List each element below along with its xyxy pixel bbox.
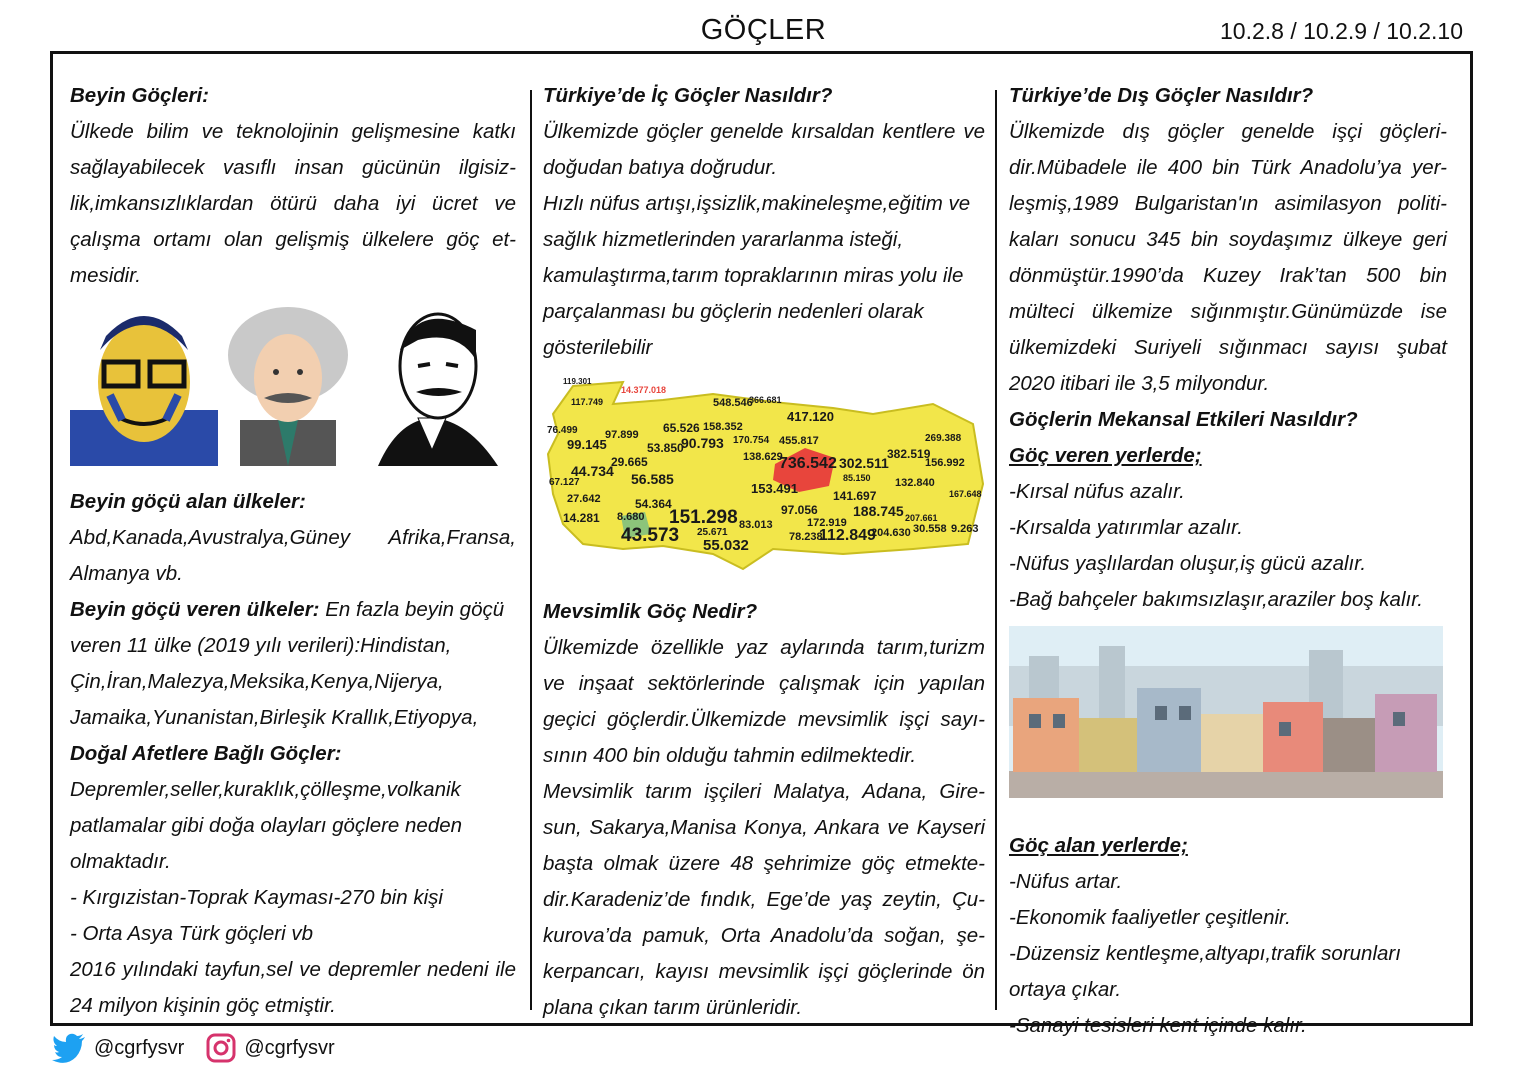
map-province-value: 138.629 [743,451,783,463]
scientist-portrait-2 [226,300,350,466]
map-province-value: 188.745 [853,503,904,519]
map-province-value: 78.238 [789,531,823,543]
map-province-value: 85.150 [843,473,871,483]
map-province-value: 29.665 [611,455,648,469]
scientist-portrait-1 [70,300,218,466]
external-heading: Türkiye’de Dış Göçler Nasıldır? [1009,84,1314,107]
instagram-handle[interactable]: @cgrfysvr [244,1036,335,1059]
map-province-value: 54.364 [635,497,672,511]
map-province-value: 14.281 [563,511,600,525]
map-province-value: 207.661 [905,513,938,523]
town-illustration [1009,626,1447,810]
column-divider [530,90,532,1010]
sending-effect-item: -Bağ bahçeler bakımsızlaşır,araziler boş kalır. [1009,588,1423,611]
turkey-migration-map [543,374,988,584]
map-province-value: 14.377.018 [621,385,667,395]
senders-heading: Beyin göçü veren ülkeler: [70,598,320,621]
seasonal-text-2: Mevsimlik tarım işçileri Malatya, Adana, Gire-sun, Sakarya,Manisa Konya, Ankara ve Kayseri başta olmak üzere 48 şehrimize göç etmekte-dir.Karadeniz’de fındık, Ege’de yaş zeytin, Çu-kurova’da pamuk, Orta Anadolu’da soğan, şe-kerpancarı, kayısı mevsimlik işçi göçlerinde ön plana çıkan tarım ürünleridir. [543,780,985,1019]
map-province-value: 55.032 [703,537,749,554]
social-footer [52,1033,335,1063]
map-province-value: 156.992 [925,457,965,469]
disaster-example-1: - Kırgızistan-Toprak Kayması-270 bin kişi [70,886,443,909]
map-province-value: 153.491 [751,481,798,496]
map-province-value: 172.919 [807,517,847,529]
external-text: Ülkemizde dış göçler genelde işçi göçleri-dir.Mübadele ile 400 bin Türk Anadolu’ya yer-leşmiş,1989 Bulgaristan'ın asimilasyon politi-kaları sonucu 345 bin soydaşımız ülkeye geri dönmüştür.1990’da Kuzey Irak’tan 500 bin mülteci ülkemize sığınmıştır.Günümüzde ise ülkemizdeki Suriyeli sığınmacı sayısı şubat 2020 itibari ile 3,5 milyondur. [1009,120,1447,395]
seasonal-heading: Mevsimlik Göç Nedir? [543,600,758,623]
map-province-value: 30.558 [913,523,947,535]
scientist-portrait-3 [358,300,506,466]
map-province-value: 151.298 [669,507,738,528]
map-province-value: 132.840 [895,477,935,489]
sending-effects-list [1009,474,1447,618]
map-province-value: 43.573 [621,525,680,546]
map-province-value: 167.648 [949,489,982,499]
receiving-effect-item: -Nüfus artar. [1009,870,1123,893]
curriculum-codes: 10.2.8 / 10.2.9 / 10.2.10 [1220,18,1463,44]
map-province-value: 27.642 [567,493,601,505]
map-province-value: 112.849 [819,527,876,544]
map-province-value: 99.145 [567,437,607,452]
spatial-heading: Göçlerin Mekansal Etkileri Nasıldır? [1009,408,1358,431]
receiving-heading: Göç alan yerlerde; [1009,834,1188,857]
map-province-value: 382.519 [887,447,931,461]
receiving-effect-item: -Sanayi tesisleri kent içinde kalır. [1009,1014,1307,1037]
map-province-value: 170.754 [733,435,770,446]
sending-effect-item: -Nüfus yaşlılardan oluşur,iş gücü azalır. [1009,552,1367,575]
scientist-portraits [70,300,516,466]
disaster-text: Depremler,seller,kuraklık,çölleşme,volkanik patlamalar gibi doğa olayları göçlere neden olmaktadır. [70,778,463,873]
receivers-heading: Beyin göçü alan ülkeler: [70,490,306,513]
disaster-example-2: - Orta Asya Türk göçleri vb [70,922,314,945]
senders-text: En fazla beyin göçü veren 11 ülke (2019 yılı verileri):Hindistan, Çin,İran,Malezya,Meksika,Kenya,Nijerya, Jamaika,Yunanistan,Birleşik Krallık,Etiyopya, [70,598,505,729]
page-title: GÖÇLER [700,14,827,46]
map-province-value: 455.817 [779,435,819,447]
map-province-value: 417.120 [787,409,834,424]
map-province-value: 8.680 [617,511,645,523]
map-province-value: 302.511 [839,455,889,471]
map-province-value: 269.388 [925,433,962,444]
map-province-value: 736.542 [779,455,837,472]
map-province-value: 141.697 [833,489,877,503]
sending-heading: Göç veren yerlerde; [1009,444,1202,467]
internal-text-2: Hızlı nüfus artışı,işsizlik,makineleşme,eğitim ve sağlık hizmetlerinden yararlanma isteği, kamulaştırma,tarım topraklarının miras yolu ile parçalanması bu göçlerin nedenleri olarak gösterilebilir [543,192,971,359]
brain-drain-text: Ülkede bilim ve teknolojinin gelişmesine katkı sağlayabilecek vasıflı insan gücünün ilgisiz-lik,imkansızlıklardan ötürü daha iyi ücret ve çalışma ortamı olan gelişmiş ülkelere göç et-mesidir. [70,120,516,287]
instagram-icon[interactable] [206,1033,236,1063]
receiving-effect-item: -Ekonomik faaliyetler çeşitlenir. [1009,906,1291,929]
map-province-value: 83.013 [739,519,773,531]
map-province-value: 90.793 [681,435,724,451]
map-province-value: 366.681 [749,395,782,405]
map-province-value: 97.899 [605,429,639,441]
column-external-migration [1009,78,1447,1044]
town-image [1009,626,1443,798]
map-province-value: 97.056 [781,503,818,517]
sending-effect-item: -Kırsal nüfus azalır. [1009,480,1185,503]
seasonal-text-1: Ülkemizde özellikle yaz aylarında tarım,turizm ve inşaat sektörlerinde çalışmak için yapılan geçici göçlerdir.Ülkemizde mevsimlik işçi sayı-sının 400 bin olduğu tahmin edilmektedir. [543,636,985,767]
internal-heading: Türkiye’de İç Göçler Nasıldır? [543,84,833,107]
disaster-heading: Doğal Afetlere Bağlı Göçler: [70,742,342,765]
map-province-value: 56.585 [631,471,674,487]
receivers-text: Abd,Kanada,Avustralya,Güney Afrika,Fransa, Almanya vb. [70,526,516,585]
map-province-value: 76.499 [547,425,578,436]
map-province-value: 548.546 [713,397,753,409]
map-province-value: 204.630 [871,527,911,539]
map-province-value: 44.734 [571,463,614,479]
column-brain-drain [70,78,516,1024]
map-province-value: 65.526 [663,421,700,435]
disaster-2016-text: 2016 yılındaki tayfun,sel ve depremler nedeni ile 24 milyon kişinin göç etmiştir. [70,958,516,1017]
brain-drain-heading: Beyin Göçleri: [70,84,209,107]
map-province-value: 53.850 [647,441,684,455]
twitter-bird-icon[interactable] [52,1033,86,1063]
map-province-value: 119.301 [563,377,592,386]
column-internal-migration [543,78,985,1026]
twitter-handle[interactable]: @cgrfysvr [94,1036,185,1059]
map-province-value: 9.263 [951,523,979,535]
map-province-value: 67.127 [549,477,580,488]
internal-text-1: Ülkemizde göçler genelde kırsaldan kentlere ve doğudan batıya doğrudur. [543,120,985,179]
receiving-effects-list [1009,864,1447,1044]
receiving-effect-item: -Düzensiz kentleşme,altyapı,trafik sorunları ortaya çıkar. [1009,942,1401,1001]
sending-effect-item: -Kırsalda yatırımlar azalır. [1009,516,1243,539]
map-province-value: 117.749 [571,397,604,407]
map-province-value: 158.352 [703,421,743,433]
column-divider [995,90,997,1010]
senders-paragraph [70,592,516,736]
map-province-value: 25.671 [697,527,728,538]
